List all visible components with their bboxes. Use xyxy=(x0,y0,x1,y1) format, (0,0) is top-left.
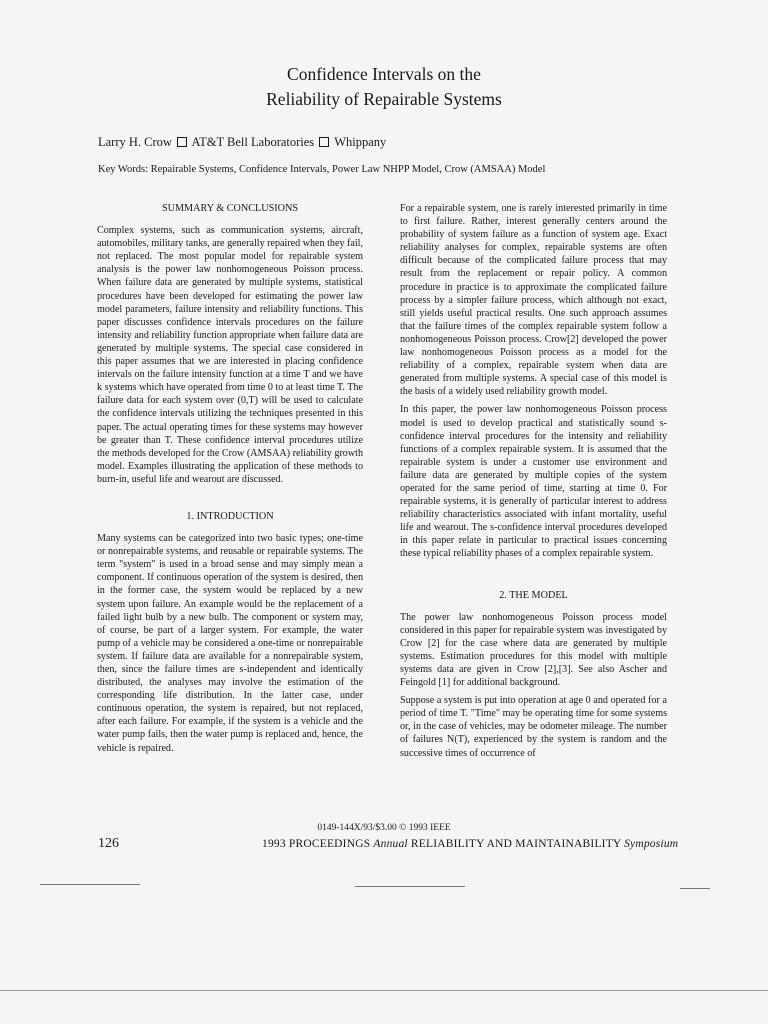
body-paragraph-2: In this paper, the power law nonhomogeneous Poisson process model is used to develop practical and statistically sound s-confidence interval procedures for the intensity and reliability functions of a complex repairable system. It is assumed that the repairable system is under a customer use environment and failure data are generated by multiple copies of the system operated for the same period of time, starting at time 0. For repairable systems, it is generally of particular interest to address reliability characteristics associated with infant mortality, useful life and wearout. The s-confidence interval procedures developed in this paper relate in particular to practical issues concerning these typical reliability phases of a complex repairable system. xyxy=(400,404,667,560)
scan-artifact-line xyxy=(355,886,465,887)
author-affiliation: AT&T Bell Laboratories xyxy=(191,135,315,149)
summary-heading: SUMMARY & CONCLUSIONS xyxy=(161,203,299,214)
paper-title xyxy=(0,62,768,112)
page-number: 126 xyxy=(98,836,119,851)
body-paragraph-3: The power law nonhomogeneous Poisson process model considered in this paper for repairable system was investigated by Crow [2] for the case where data are generated by multiple systems. Estimation procedures for this model with multiple systems data are given in Crow [2],[3]. See also Ascher and Feingold [1] for additional background. xyxy=(400,611,667,689)
summary-paragraph: Complex systems, such as communication systems, aircraft, automobiles, military tanks, are generally repaired when they fail, not replaced. The most popular model for repairable system analysis is the power law nonhomogeneous Poisson process. When failure data are generated by multiple systems, statistical procedures have been developed for estimating the power law model parameters, failure intensity and reliability functions. This paper discusses confidence intervals procedures on the failure intensity and reliability function appropriate when failure data are generated by multiple systems. The special case considered in this paper assumes that we are interested in placing confidence intervals on the failure intensity function at a time T and we have k systems which have operated from time 0 to at least time T. The failure data for each system over (0,T) will be used to calculate the confidence intervals utilizing the techniques presented in this paper. The actual operating times for these systems may however be greater than T. These confidence interval procedures utilize the methods developed for the Crow (AMSAA) reliability growth model. Examples illustrating the application of these methods to burn-in, useful life and wearout are discussed. xyxy=(97,225,363,485)
title-line-1: Confidence Intervals on the xyxy=(287,64,481,84)
scan-artifact-line xyxy=(680,888,710,889)
keywords: Key Words: Repairable Systems, Confidence Intervals, Power Law NHPP Model, Crow (AMSAA) Model xyxy=(98,164,546,175)
introduction-paragraph: Many systems can be categorized into two basic types; one-time or nonrepairable systems, and reusable or repairable systems. The term "system" is used in a broad sense and may simply mean a component. If continuous operation of the system is desired, then in the former case, the system would be replaced by a new system upon failure. An example would be the replacement of a failed light bulb by a new bulb. The component or system may, of course, be part of a larger system. For example, the water pump of a vehicle may be considered a one-time or nonrepairable system. If failure data are available for a nonrepairable system, then, since the failure times are s-independent and identically distributed, the analyses may involve the estimation of the corresponding life distribution. In the latter case, under continuous operation, the system is repaired, but not replaced, after each failure. For example, if the system is a vehicle and the water pump fails, then the water pump is replaced and, hence, the vehicle is repaired. xyxy=(97,533,363,754)
copyright-line: 0149-144X/93/$3.00 © 1993 IEEE xyxy=(317,823,451,833)
model-heading: 2. THE MODEL xyxy=(499,589,568,601)
scan-artifact-line xyxy=(0,990,768,991)
right-column xyxy=(400,202,667,765)
author-location: Whippany xyxy=(334,135,387,149)
proceedings-symposium: Symposium xyxy=(624,838,679,850)
introduction-heading: 1. INTRODUCTION xyxy=(186,510,274,522)
title-line-2: Reliability of Repairable Systems xyxy=(266,89,502,109)
proceedings-prefix: 1993 PROCEEDINGS xyxy=(262,838,371,850)
scan-artifact-line xyxy=(40,884,140,885)
author-name: Larry H. Crow xyxy=(98,135,172,149)
proceedings-middle: RELIABILITY AND MAINTAINABILITY xyxy=(410,838,622,850)
left-column xyxy=(97,202,363,760)
separator-box-icon xyxy=(319,137,329,147)
body-paragraph-1: For a repairable system, one is rarely interested primarily in time to first failure. Rather, interest generally centers around the probability of system failure as a function of system age. Exact reliability analyses for complex, repairable systems are often difficult because of the complicated failure process that may result from the replacement or repair policy. A common procedure in practice is to approximate the complicated failure process by a simpler failure process, which although not exact, still yields useful practical results. One such approach assumes that the failure times of the complex repairable system follow a nonhomogeneous Poisson process. Crow[2] developed the power law nonhomogeneous Poisson process as a model for the reliability of a complex, repairable system when data are generated from multiple systems. A special case of this model is the basis of a widely used reliability growth model. xyxy=(400,203,667,398)
proceedings-footer xyxy=(262,838,678,850)
separator-box-icon xyxy=(177,137,187,147)
body-paragraph-4: Suppose a system is put into operation at age 0 and operated for a period of time T. "Time" may be operating time for some systems or, in the case of vehicles, may be odometer mileage. The number of failures N(T), experienced by the system is random and the successive times of occurrence of xyxy=(400,695,667,759)
proceedings-annual: Annual xyxy=(373,838,408,850)
author-line xyxy=(98,135,386,150)
